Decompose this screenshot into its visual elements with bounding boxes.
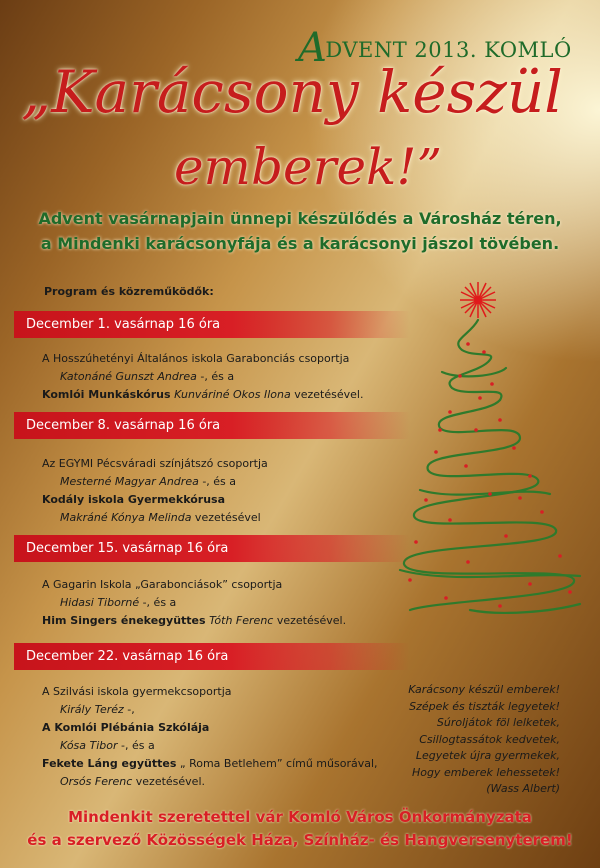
intro-line-1: Advent vasárnapjain ünnepi készülődés a Városház téren, xyxy=(38,209,562,228)
session-3-line-2 xyxy=(60,596,176,609)
poem-line: Csillogtassátok kedvetek, xyxy=(419,732,560,746)
session-4-line-2-name: Király Teréz xyxy=(60,703,124,716)
session-1-line-3-text: vezetésével. xyxy=(290,388,364,401)
session-4-line-6-text: vezetésével. xyxy=(132,775,206,788)
christmas-tree-illustration xyxy=(380,280,590,625)
session-3-line-2-name: Hidasi Tiborné xyxy=(60,596,140,609)
session-3-line-2-text: -, és a xyxy=(139,596,177,609)
session-2-line-4 xyxy=(60,511,261,524)
session-4-line-3 xyxy=(42,721,209,734)
session-1-line-3-group: Komlói Munkáskórus xyxy=(42,388,171,401)
session-1-line-3 xyxy=(42,388,363,401)
session-1-line-1 xyxy=(42,352,349,365)
session-4-line-2-text: -, xyxy=(123,703,135,716)
session-2-line-1 xyxy=(42,457,268,470)
poem-line: Szépek és tiszták legyetek! xyxy=(409,699,560,713)
session-3-line-3-group: Him Singers énekegyüttes xyxy=(42,614,206,627)
title-line-1: „Karácsony készül xyxy=(21,58,563,126)
footer-line-2: és a szervező Közösségek Háza, Színház- és Hangversenyterem! xyxy=(27,831,573,849)
session-1-line-2-name: Katonáné Gunszt Andrea xyxy=(60,370,197,383)
tree-swirls xyxy=(400,320,580,613)
session-4-line-4-name: Kósa Tibor xyxy=(60,739,118,752)
session-3-line-1-text: A Gagarin Iskola „Garabonciások” csoportja xyxy=(42,578,283,591)
session-4-line-1 xyxy=(42,685,232,698)
footer-line-1: Mindenkit szeretettel vár Komló Város Önkormányzata xyxy=(68,808,532,826)
title-line-2: emberek!” xyxy=(173,138,443,196)
poem-line: Súroljátok föl lelketek, xyxy=(436,716,560,729)
session-1-line-3-name: Kunváriné Okos Ilona xyxy=(174,388,291,401)
intro-text xyxy=(0,206,600,256)
session-4-line-6-name: Orsós Ferenc xyxy=(60,775,133,788)
session-2-line-2-name: Mesterné Magyar Andrea xyxy=(60,475,199,488)
session-2-line-3 xyxy=(42,493,225,506)
poem xyxy=(400,682,560,798)
session-3-line-3-text: vezetésével. xyxy=(273,614,347,627)
session-2-line-4-name: Makráné Kónya Melinda xyxy=(60,511,192,524)
poem-line: Legyetek újra gyermekek, xyxy=(415,749,560,762)
session-3-date-band: December 15. vasárnap 16 óra xyxy=(14,535,410,562)
session-4-line-4 xyxy=(60,739,155,752)
poem-author: (Wass Albert) xyxy=(486,782,560,795)
intro-line-2: a Mindenki karácsonyfája és a karácsonyi jászol tövében. xyxy=(40,234,560,253)
program-label: Program és közreműködők: xyxy=(44,285,214,298)
session-3-line-3 xyxy=(42,614,346,627)
session-4-line-1-text: A Szilvási iskola gyermekcsoportja xyxy=(42,685,232,698)
session-2-date-band: December 8. vasárnap 16 óra xyxy=(14,412,410,439)
session-2-line-4-text: vezetésével xyxy=(191,511,261,524)
session-1-line-2-text: -, és a xyxy=(196,370,235,383)
poem-line: Karácsony készül emberek! xyxy=(408,683,560,696)
session-3-line-1 xyxy=(42,578,282,591)
session-4-line-4-text: -, és a xyxy=(117,739,155,752)
session-4-date-band: December 22. vasárnap 16 óra xyxy=(14,643,410,670)
session-4-line-6 xyxy=(60,775,205,788)
session-1-date-band: December 1. vasárnap 16 óra xyxy=(14,311,410,338)
session-1-line-2 xyxy=(60,370,234,383)
header-text: DVENT 2013. KOMLÓ xyxy=(325,38,572,62)
session-2-line-3-group: Kodály iskola Gyermekkórusa xyxy=(42,493,225,506)
poem-line: Hogy emberek lehessetek! xyxy=(411,765,560,779)
session-2-line-1-text: Az EGYMI Pécsváradi színjátszó csoportja xyxy=(42,457,268,470)
session-4-line-2 xyxy=(60,703,135,716)
session-4-line-5 xyxy=(42,757,378,770)
session-1-line-1-text: A Hosszúhetényi Általános iskola Garabonciás csoportja xyxy=(42,352,350,365)
session-4-line-3-group: A Komlói Plébánia Szkólája xyxy=(42,721,210,734)
session-2-line-2-text: -, és a xyxy=(198,475,237,488)
session-3-line-3-name: Tóth Ferenc xyxy=(209,614,274,627)
session-4-line-5-group: Fekete Láng együttes xyxy=(42,757,177,770)
session-4-line-5-text: „ Roma Betlehem” című műsorával, xyxy=(176,757,378,770)
tree-star-icon xyxy=(460,282,496,318)
header-initial: A xyxy=(298,25,328,71)
session-2-line-2 xyxy=(60,475,236,488)
footer xyxy=(0,806,600,852)
